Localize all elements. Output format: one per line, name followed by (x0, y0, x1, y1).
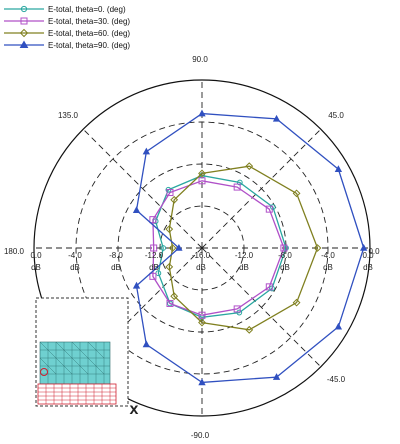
radial-tick-left-0: 0.0 (30, 251, 42, 260)
radial-tick-left-4: -4.0 (68, 251, 82, 260)
legend-entry-theta-90 (4, 41, 130, 50)
radial-unit-right-4: dB (323, 263, 333, 272)
legend-label-theta-90: E-total, theta=90. (deg) (48, 41, 131, 50)
angle-tick-0: 0.0 (368, 247, 380, 256)
radial-unit-right-12: dB (239, 263, 249, 272)
series-3-point-8 (143, 341, 149, 347)
mesh-upper (40, 342, 110, 384)
radial-tick-left-8: -8.0 (109, 251, 123, 260)
radial-unit-left-12: dB (149, 263, 159, 272)
series-3-point-5 (134, 207, 140, 213)
grid-spoke-45 (202, 129, 321, 248)
radial-unit-center: dB (196, 263, 206, 272)
radial-tick-left-12: -12.0 (144, 251, 164, 260)
series-3-point-4 (143, 148, 149, 154)
angle-tick-180: 180.0 (3, 247, 25, 256)
legend-label-theta-30: E-total, theta=30. (deg) (48, 17, 131, 26)
grid-spoke-135 (83, 129, 202, 248)
angle-tick-45: 45.0 (328, 111, 344, 120)
mesh-ground (38, 384, 116, 404)
angle-tick-neg90: -90.0 (190, 431, 210, 440)
legend-entry-theta-60 (4, 29, 130, 38)
radial-unit-left-4: dB (70, 263, 80, 272)
legend-label-theta-0: E-total, theta=0. (deg) (48, 5, 126, 14)
legend (4, 5, 130, 50)
radial-unit-right-8: dB (280, 263, 290, 272)
radial-unit-left-0: dB (31, 263, 41, 272)
radial-tick-right-0: 0.0 (362, 251, 374, 260)
radial-tick-center: -16.0 (191, 251, 211, 260)
series-line-0 (156, 176, 286, 318)
legend-label-theta-60: E-total, theta=60. (deg) (48, 29, 131, 38)
radial-tick-right-8: -8.0 (278, 251, 292, 260)
angle-tick-135: 135.0 (57, 111, 79, 120)
grid-spoke-315 (202, 248, 321, 367)
angle-tick-neg45: -45.0 (326, 375, 346, 384)
legend-entry-theta-0 (4, 5, 126, 14)
radial-tick-right-12: -12.0 (234, 251, 254, 260)
antenna-mesh-inset (36, 298, 139, 418)
radial-tick-right-4: -4.0 (321, 251, 335, 260)
inset-axis-x-label: x (129, 401, 139, 418)
legend-entry-theta-30 (4, 17, 130, 26)
radial-unit-left-8: dB (111, 263, 121, 272)
radial-unit-right-0: dB (363, 263, 373, 272)
angle-tick-90: 90.0 (192, 55, 208, 64)
series-3-point-11 (335, 324, 341, 330)
